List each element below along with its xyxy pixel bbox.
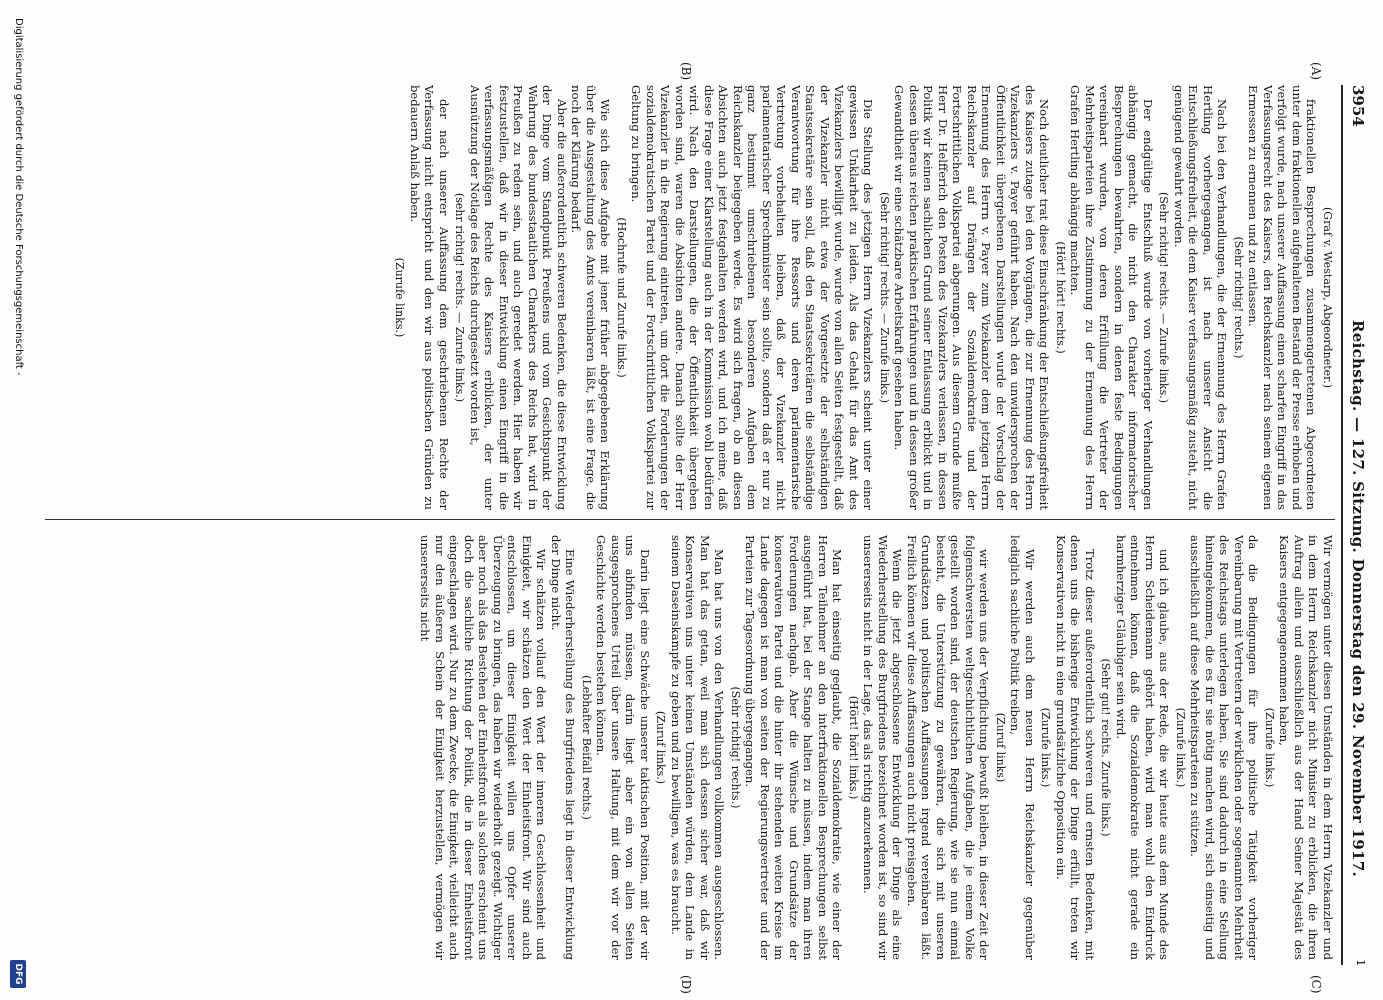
paragraph: Man hat einseitig geglaubt, die Sozialdemokratie, wie einer der Herren Teilnehmer an den interfraktionellen Besprechungen selbst ausgeführt hat, bei der Stange halten zu müssen, indem man ihren Forderungen nachgab. Aber die Wünsche und Grundsätze der konservativen Partei und die hinter ihr stehenden weiten Kreise im Lande dagegen ist man von seiten der Regierungsvertreter und der Parteien zur Tagesordnung übergegangen. (743, 535, 845, 960)
paragraph: Eine Wiederherstellung des Burgfriedens liegt in dieser Entwicklung der Dinge nicht. (549, 535, 578, 960)
footer-text: Digitalisierung gefördert durch die Deutsche Forschungsgemeinschaft - (13, 18, 24, 376)
interjection: (Sehr richtig! rechts.) (729, 686, 742, 809)
column-divider (45, 519, 1335, 520)
interjection: (Sehr richtig! rechts. — Zurufe links.) (878, 191, 891, 404)
paragraph: Wenn die jetzt abgeschlossene Entwicklung der Dinge als eine Wiederherstellung des Burgfriedens bezeichnet worden ist, so sind wir unsererseits nicht in der Lage, das als richtig anzuerkennen. (861, 535, 905, 960)
paragraph: Aber die außerordentlich schweren Bedenken, die diese Entwicklung der Dinge vom Standpunkt Preußens und vom Gesichtspunkt der Wahrung des bundesstaatlichen Charakters des Reichs hat, wird in Preußen zu reden sein, und auch geredet werden. Hier haben wir festzustellen, daß wir in dieser Entwicklung einen Eingriff in die verfassungsmäßigen Rechte des Kaisers erblicken, der unter Ausnützung der Notlage des Reichs durchgesetzt worden ist, (468, 85, 569, 510)
interjection: (sehr richtig! rechts. — Zurufe links.) (453, 192, 467, 403)
margin-marker-d: (D) (679, 975, 693, 994)
paragraph: Wir schätzen vollauf den Wert der inneren Geschlossenheit und Einigkeit, wir schätzen den Wert der Einheitsfront. Wir sind auch entschlossen, um dieser Einigkeit willen uns Opfer unserer Überzeugung zu bringen, das haben wir wiederholt gezeigt. Wichtiger aber noch als das Bestehen der Einheitsfront als solches erscheint uns doch die sachliche Richtung der Politik, die in dieser Einheitsfront eingeschlagen wird. Nur zu dem Zwecke, die Einigkeit, vielleicht auch nur den äußeren Schein der Einigkeit herzustellen, vermögen wir unsererseits nicht (418, 535, 549, 960)
interjection: (Sehr richtig! rechts.) (1232, 236, 1245, 359)
paragraph: Der endgültige Entschluß wurde von vorheriger Verhandlungen abhängig gemacht, die nicht den Charakter informatorischer Besprechungen bewahrten, sondern in denen feste Bedingungen vereinbart wurden, von deren Erfüllung die Vertreter der Mehrheitsparteien ihre Zustimmung zu der Ernennung des Herrn Grafen Hertling abhängig machten. (1068, 85, 1155, 510)
paragraph: und ich glaube, aus der Rede, die wir heute aus dem Munde des Herrn Scheidemann gehört haben, wird man wohl den Eindruck entnehmen können, daß die Sozialdemokratie nicht gerade ein harmherziger Gläubiger sein wird. (1114, 535, 1172, 960)
paragraph: da die Bedingungen für ihre politische Tätigkeit vorheriger Vereinbarung mit Vertretern der wirklichen oder sogenannten Mehrheit des Reichstags unterlegen haben. Sie sind dadurch in eine Stellung hineingekommen, die es für sie nötig machen wird, sich einseitig und ausschließlich auf diese Mehrheitsparteien zu stützen. (1188, 535, 1261, 960)
left-column (45, 85, 1335, 510)
page-title: Reichstag. — 127. Sitzung. Donnerstag den 29. November 1917. (1349, 320, 1367, 877)
interjection: (Lebhafter Beifall rechts.) (580, 675, 593, 820)
right-column (45, 535, 1335, 960)
interjection: (Zurufe links.) (1263, 707, 1276, 788)
margin-marker-c: (C) (1309, 975, 1323, 994)
page-number: 3954 (1349, 85, 1367, 127)
paragraph: der nach unserer Auffassung dem geschriebenen Rechte der Verfassung nicht entspricht und den wir aus politischen Gründen zu bedauern Anlaß haben. (408, 85, 451, 510)
header-rule (1341, 85, 1343, 965)
paragraph: wir werden uns der Verpflichtung bewußt bleiben, in dieser Zeit der folgenschwersten weltgeschichtlichen Aufgaben, die je einem Volke gestellt worden sind, der deutschen Regierung, wie sie nun einmal besteht, die Unterstützung zu gewähren, die sich mit unseren Grundsätzen und politischen Auffassungen irgend vereinbaren läßt. Freilich können wir diese Auffassungen auch nicht preisgeben. (905, 535, 992, 960)
interjection: (Zurufe links.) (1174, 707, 1187, 788)
paragraph: Wir werden auch dem neuen Herrn Reichskanzler gegenüber lediglich sachliche Politik treiben, (1008, 535, 1037, 960)
interjection: (Sehr richtig! rechts. — Zurufe links.) (1157, 191, 1171, 404)
interjection: (Hochrufe und Zurufe links.) (615, 217, 628, 378)
digitization-footer (8, 18, 26, 988)
interjection: (Zuruf links.) (654, 710, 668, 785)
paragraph: Darin liegt eine Schwäche unserer taktischen Position, mit der wir uns abfinden müssen, darin liegt aber ein von allen Seiten ausgesprochenes Urteil über unsere Haltung, mit dem wir vor der Geschichte werden bestehen können. (594, 535, 652, 960)
paragraph: Man hat uns von den Verhandlungen vollkommen ausgeschlossen. Man hat das getan, weil man sich dessen sicher war, daß wir Konservativen uns unter keinen Umständen würden, dem Lande in seinem Daseinskampfe zu geben und zu bewilligen, was es braucht. (669, 535, 727, 960)
paragraph: fraktionellen Besprechungen zusammengetretenen Abgeordneten unter dem fraktionellen aufgehaltenen Bestand der Presse erhoben und verfolgt wurde, nach unserer Auffassung einen scharfen Eingriff in das Verfassungsrecht des Kaisers, den Reichskanzler nach seinem eigenen Ermessen zu ernennen und zu entlassen. (1246, 85, 1319, 510)
paragraph: Wir vermögen unter diesen Umständen in dem Herrn Vizekanzler und in dem Herrn Reichskanzler nicht Minister zu erblicken, die ihren Auftrag allein und ausschließlich aus der Hand Seiner Majestät des Kaisers entgegengenommen haben, (1277, 535, 1335, 960)
margin-marker-b: (B) (679, 62, 693, 81)
paragraph: Wie sich diese Aufgabe mit jener früher abgegebenen Erklärung über die Ausgestaltung des Amts vereinbaren läßt, ist eine Frage, die noch der Klärung bedarf. (569, 85, 613, 510)
paragraph: Trotz dieser außerordentlich schweren und ernsten Bedenken, mit denen uns die bisherige Entwicklung der Dinge erfüllt, treten wir Konservativen nicht in eine grundsätzliche Opposition ein. (1054, 535, 1097, 960)
page-header (1345, 85, 1371, 965)
interjection: (Hört! hört! links.) (847, 695, 860, 800)
interjection: (Hört! hört! rechts.) (1054, 241, 1067, 354)
interjection: (Zurufe links.) (393, 257, 407, 338)
margin-marker-a: (A) (1309, 62, 1323, 81)
speaker-line: (Graf v. Westarp, Abgeordneter.) (1321, 206, 1334, 389)
paragraph: Nach bei den Verhandlungen, die der Ernennung des Herrn Grafen Hertling vorhergegangen, ist nach unserer Ansicht die Entschließungsfreiheit, die dem Kaiser verfassungsmäßig zusteht, nicht genügend gewahrt worden. (1172, 85, 1230, 510)
header-mark: ı (1353, 960, 1371, 965)
interjection: (Sehr gut! rechts. Zurufe links.) (1099, 658, 1113, 837)
dfg-logo: DFG (10, 960, 26, 988)
paragraph: Die Stellung des jetzigen Herrn Vizekanzlers scheint unter einer gewissen Unklarheit zu leiden. Als das Gehalt für das Amt des Vizekanzlers bewilligt wurde, wurde von allen Seiten festgestellt, daß der Vizekanzler nicht etwa der Vorgesetzte der selbständigen Staatssekretäre sein soll, daß den Staatssekretären die selbständige Verantwortung für ihre Ressorts und deren parlamentarische Vertretung vorbehalten bleiben, daß der Vizekanzler nicht parlamentarischer Sprechminister sein sollte, sondern daß er nur zu ganz bestimmt umschriebenen besonderen Aufgaben dem Reichskanzler beigegeben werde. Es wird sich fragen, ob an diesen Absichten auch jetzt festgehalten werden wird, und ich meine, daß diese Frage einer Klarstellung auch in der Kommission wohl bedürfen wird. Nach den Darstellungen, die der Öffentlichkeit übergeben worden sind, waren die Absichten andere. Danach sollte der Herr Vizekanzler in die Regierung eintreten, um dort die Forderungen der sozialdemokratischen Partei und der Fortschrittlichen Volkspartei zur Geltung zu bringen. (629, 85, 876, 510)
interjection: (Zuruf links) (994, 712, 1007, 783)
paragraph: Noch deutlicher trat diese Einschränkung der Entschließungsfreiheit des Kaisers zutage bei den Vorgängen, die zur Ernennung des Herrn Vizekanzlers v. Payer geführt haben. Nach den unwidersprochen der Öffentlichkeit übergebenen Darstellungen wurde der Vorschlag der Ernennung des Herrn v. Payer zum Vizekanzler dem jetzigen Herrn Reichskanzler auf Drängen der Sozialdemokratie und der Fortschrittlichen Volkspartei abgerungen. Aus diesem Grunde mußte Herr Dr. Helfferich den Posten des Vizekanzlers verlassen, in dessen Politik wir keinen sachlichen Grund seiner Entlassung erblickt und in dessen überaus reichen praktischen Erfahrungen und in dessen großer Gewandtheit wir eine schätzbare Arbeitskraft gesehen haben. (892, 85, 1052, 510)
interjection: (Zurufe links.) (1039, 707, 1053, 788)
